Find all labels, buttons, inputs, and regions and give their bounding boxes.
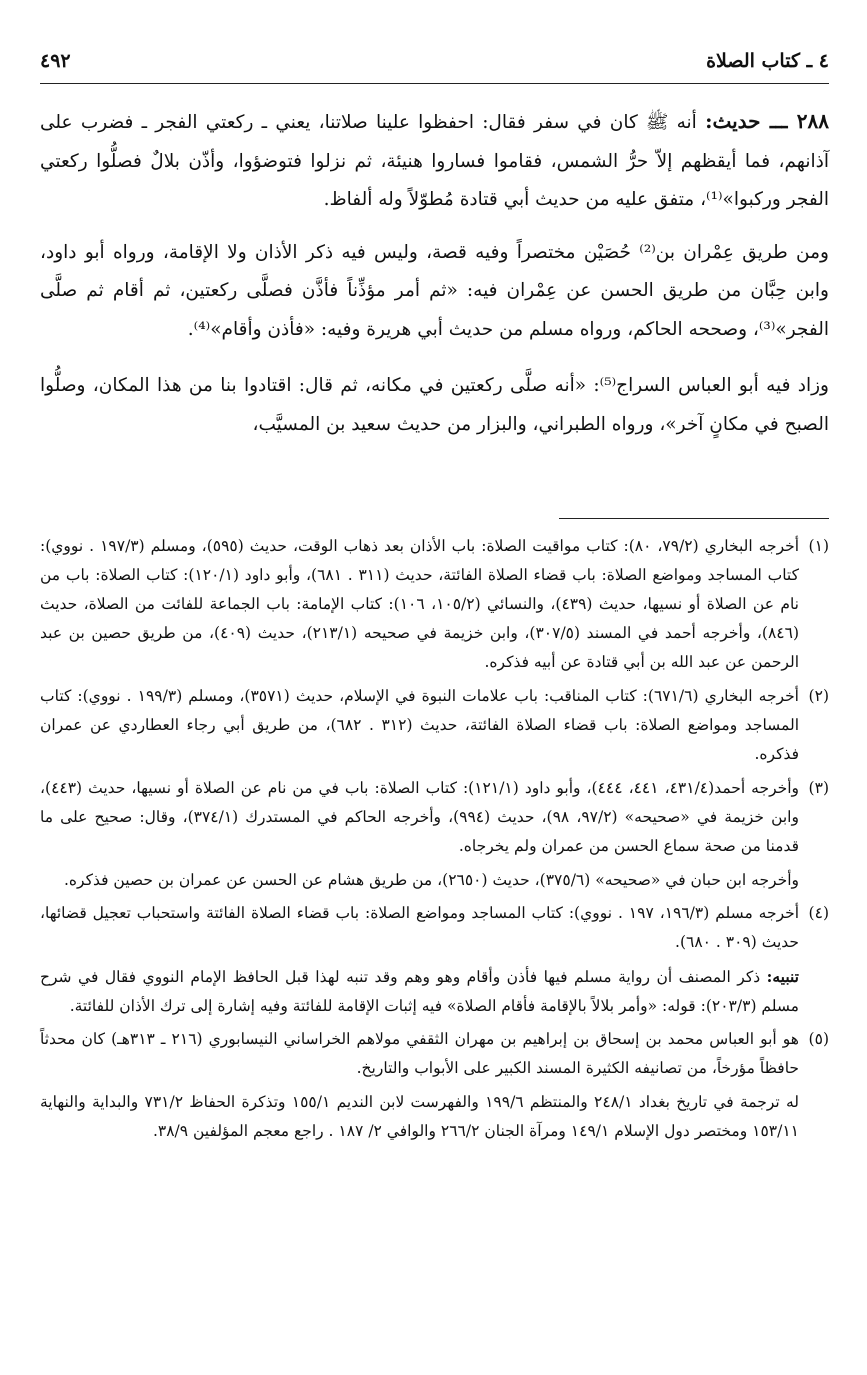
footnote-text: أخرجه مسلم (١٩٦/٣، ١٩٧ . نووي): كتاب المساجد ومواضع الصلاة: باب قضاء الصلاة الفائتة واستحباب تعجيل قضائها، حديث (٣٠٩ . ٦٨٠). [40, 904, 800, 951]
main-text [40, 102, 829, 462]
footnote-number: (٥) [808, 1030, 829, 1048]
footnote-4 [40, 899, 829, 957]
warning-text: ذكر المصنف أن رواية مسلم فيها فأذن وأقام وهو وهم وقد تنبه لهذا قبل الحافظ الإمام النووي فقال في شرح مسلم (٢٠٣/٣): قوله: «وأمر بلالاً بالإقامة فأقام الصلاة» فيه إثبات الإقامة للفائتة وفيه إشارة إلى ترك الأذان للفائتة. [40, 968, 799, 1015]
footnote-text: له ترجمة في تاريخ بغداد ٢٤٨/١ والمنتظم ١٩٩/٦ والفهرست لابن النديم ١٥٥/١ وتذكرة الحفاظ ٧٣١/٢ والبداية والنهاية ١٥٣/١١ ومختصر دول الإسلام ١٤٩/١ ومرآة الجنان ٢٦٦/٢ والوافي ٢/ ١٨٧ . راجع معجم المؤلفين ٣٨/٩. [40, 1093, 800, 1140]
footnote-5 [40, 1025, 829, 1083]
running-head [40, 50, 829, 72]
footnote-number: (٤) [808, 904, 829, 922]
header-rule [40, 83, 829, 84]
footnote-3-addendum [40, 866, 799, 895]
warning-paragraph [40, 962, 799, 1021]
warning-label: تنبيه: [766, 967, 799, 986]
hadith-paragraph [40, 102, 829, 220]
page-number: ٤٩٢ [40, 50, 71, 72]
footnote-number: (٢) [808, 687, 829, 705]
footnotes [40, 532, 829, 1150]
footnote-text: وأخرجه أحمد(٤٣١/٤، ٤٤١، ٤٤٤)، وأبو داود (١٢١/١): كتاب الصلاة: باب في من نام عن الصلاة أو نسيها، حديث (٤٤٣)، وابن خزيمة في «صحيحه» (٩٧/٢، ٩٨)، حديث (٩٩٤)، وأخرجه الحاكم في المستدرك (٣٧٤/١)، وقال: صحيح على ما قدمنا من صحة سماع الحسن من عمران ولم يخرجاه. [40, 779, 799, 855]
footnote-separator [559, 518, 829, 519]
footnote-3 [40, 774, 829, 861]
footnote-text: وأخرجه ابن حبان في «صحيحه» (٣٧٥/٦)، حديث (٢٦٥٠)، من طريق هشام عن الحسن عن عمران بن حصين فذكره. [63, 871, 799, 889]
paragraph-sarraj: وزاد فيه أبو العباس السراج⁽⁵⁾: «أنه صلَّى ركعتين في مكانه، ثم قال: اقتادوا بنا من هذا المكان، وصلُّوا الصبح في مكانٍ آخر»، ورواه الطبراني، والبزار من حديث سعيد بن المسيَّب، [40, 375, 829, 435]
footnote-4-warning [40, 962, 799, 1021]
footnote-number: (٣) [808, 779, 829, 797]
footnote-text: أخرجه البخاري (٦٧١/٦): كتاب المناقب: باب علامات النبوة في الإسلام، حديث (٣٥٧١)، ومسلم (١٩٩/٣ . نووي): كتاب المساجد ومواضع الصلاة: باب قضاء الصلاة الفائتة، حديث (٣١٢ . ٦٨٢)، من طريق أبي رجاء العطاردي عن عمران فذكره. [40, 687, 799, 763]
footnote-text: هو أبو العباس محمد بن إسحاق بن إبراهيم بن مهران الثقفي مولاهم الخراساني النيسابوري (٢١٦ ـ ٣١٣هـ) كان محدثاً حافظاً مؤرخاً، من تصانيفه الكثيرة المسند الكبير على الأبواب والتاريخ. [40, 1030, 799, 1077]
footnote-text: أخرجه البخاري (٧٩/٢، ٨٠): كتاب مواقيت الصلاة: باب الأذان بعد ذهاب الوقت، حديث (٥٩٥)، ومسلم (١٩٧/٣ . نووي): كتاب المساجد ومواضع الصلاة: باب قضاء الصلاة الفائتة، حديث (٣١١ . ٦٨١)، وأبو داود (١٢٠/١): كتاب الصلاة: باب من نام عن الصلاة أو نسيها، حديث (٤٣٩)، والنسائي (١٠٥/٢، ١٠٦): كتاب الإمامة: باب الجماعة للفائت من الصلاة، حديث (٨٤٦)، وأخرجه أحمد في المسند (٣٠٧/٥)، وابن خزيمة في صحيحه (٢١٣/١)، حديث (٤٠٩)، من طريق حصين بن عبد الرحمن عن عبد الله بن أبي قتادة عن أبيه فذكره. [40, 537, 800, 671]
hadith-number: ٢٨٨ [796, 109, 829, 133]
paragraph-imran: ومن طريق عِمْران بن⁽²⁾ حُصَيْن مختصراً وفيه قصة، وليس فيه ذكر الأذان ولا الإقامة، ورواه أبو داود، وابن حِبَّان من طريق الحسن عن عِمْران فيه: «ثم أمر مؤذِّناً فأذَّن فصلَّى ركعتين، ثم أقام ثم صلَّى الفجر»⁽³⁾، وصححه الحاكم، ورواه مسلم من حديث أبي هريرة وفيه: «فأذن وأقام»⁽⁴⁾. [40, 241, 829, 340]
footnote-1 [40, 532, 829, 677]
footnote-5-biography [40, 1088, 799, 1146]
footnote-2 [40, 682, 829, 769]
footnote-number: (١) [808, 537, 829, 555]
hadith-heading [705, 109, 829, 133]
chapter-title: ٤ ـ كتاب الصلاة [706, 50, 829, 72]
hadith-text: أنه ﷺ كان في سفر فقال: احفظوا علينا صلاتنا، يعني ـ ركعتي الفجر ـ فضرب على آذانهم، فما أيقظهم إلاّ حرُّ الشمس، فقاموا فساروا هنيئة، ثم نزلوا فتوضؤوا، وأذّن بلالٌ فصلُّوا ركعتي الفجر وركبوا»⁽¹⁾، متفق عليه من حديث أبي قتادة مُطوّلاً وله ألفاظ. [40, 112, 829, 210]
hadith-label: ـــ حديث: [705, 109, 788, 133]
